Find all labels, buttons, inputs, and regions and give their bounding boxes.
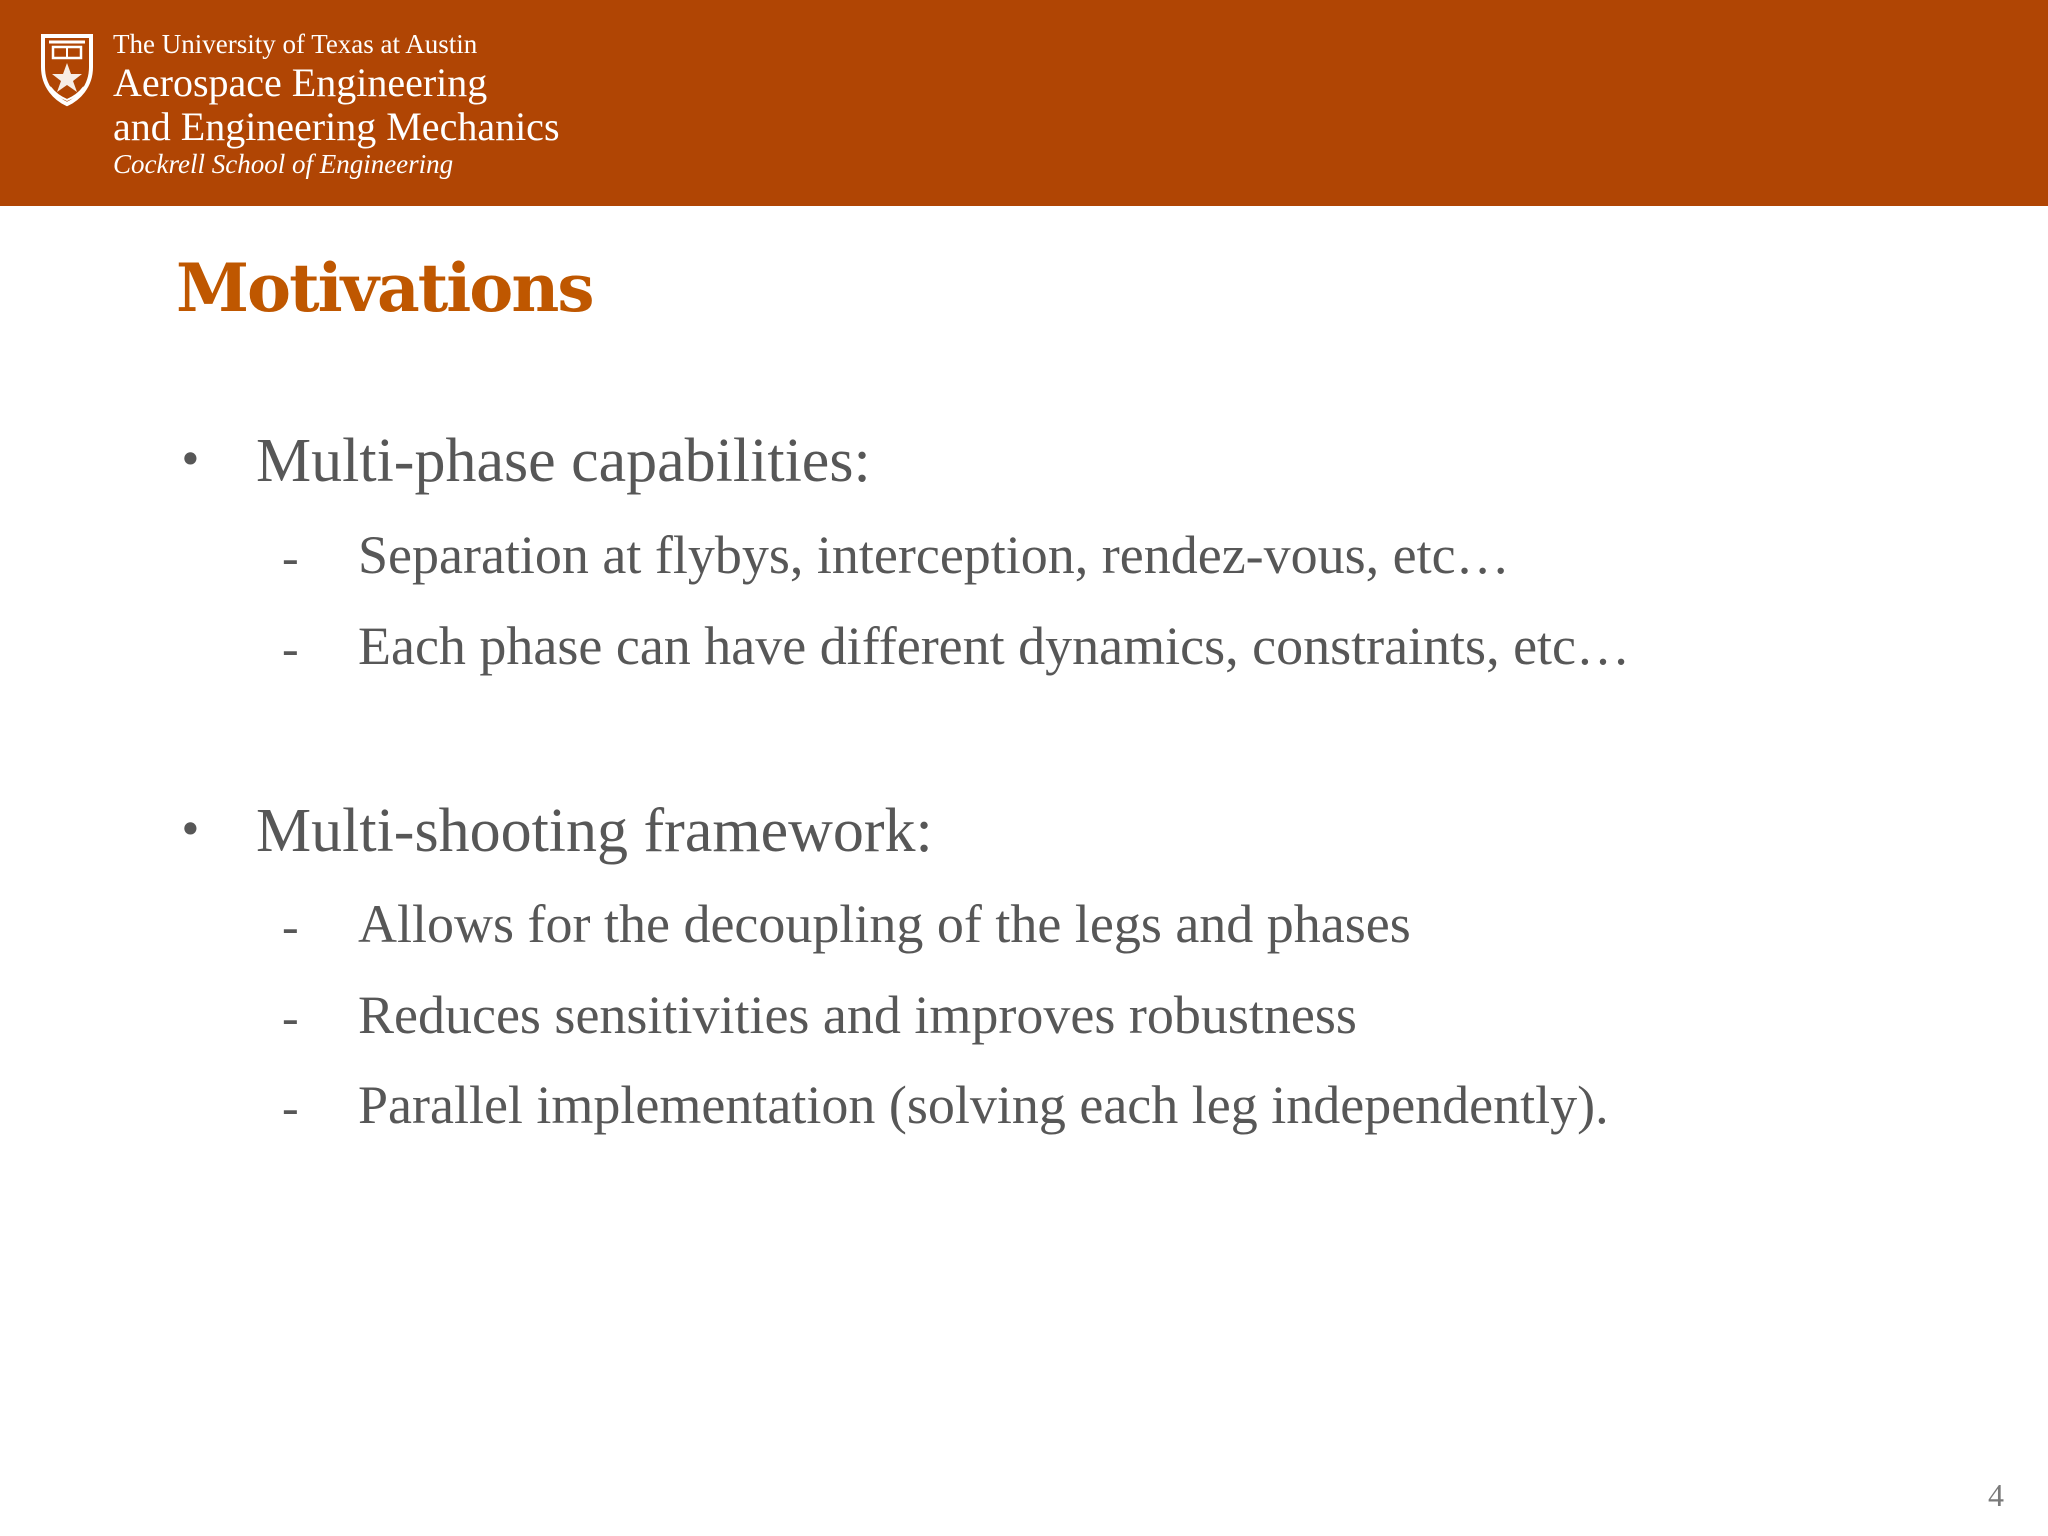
subitem-separation: Separation at flybys, interception, rendez-vous, etc… [358, 525, 1510, 585]
subitem-robustness: Reduces sensitivities and improves robustness [358, 985, 1357, 1045]
subitem-phase-dynamics: Each phase can have different dynamics, constraints, etc… [358, 616, 1631, 676]
page-number: 4 [1988, 1477, 2004, 1513]
dash-marker: - [282, 898, 299, 954]
school-name: Cockrell School of Engineering [113, 149, 454, 179]
bullet-multi-phase: Multi-phase capabilities: [256, 427, 871, 495]
dash-marker: - [282, 989, 299, 1045]
dash-marker: - [282, 620, 299, 676]
university-name: The University of Texas at Austin [113, 29, 478, 59]
dash-marker: - [282, 1079, 299, 1135]
department-name-line-2: and Engineering Mechanics [113, 104, 560, 149]
department-name-line-1: Aerospace Engineering [113, 60, 488, 105]
slide-title: Motivations [176, 249, 593, 327]
bullet-marker: • [178, 805, 203, 854]
subitem-parallel-implementation: Parallel implementation (solving each leg independently). [358, 1075, 1609, 1135]
dash-marker: - [282, 529, 299, 585]
bullet-marker: • [178, 435, 203, 484]
subitem-decoupling: Allows for the decoupling of the legs and phases [358, 894, 1411, 954]
bullet-multi-shooting: Multi-shooting framework: [256, 797, 933, 865]
